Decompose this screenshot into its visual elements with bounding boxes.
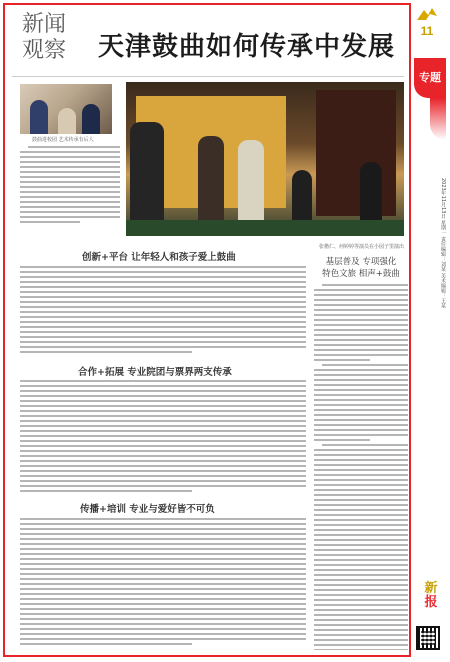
performance-photo-caption: 张楷仁、何婷婷等演员在小园子里演出 bbox=[318, 244, 404, 250]
school-photo bbox=[20, 84, 112, 134]
newspaper-logo bbox=[414, 582, 448, 610]
school-photo-caption: 鼓曲进校园 艺术传承有后人 bbox=[32, 137, 94, 143]
photo-figure bbox=[58, 108, 76, 134]
header-divider bbox=[12, 76, 404, 77]
photo-figure bbox=[30, 100, 48, 134]
qr-code bbox=[416, 626, 440, 650]
section-tab: 专题 bbox=[414, 58, 446, 98]
photo-figure bbox=[82, 104, 100, 134]
photo-figure bbox=[360, 162, 382, 222]
carved-screen bbox=[316, 90, 396, 216]
performance-photo bbox=[126, 82, 404, 236]
sidebar-title-line1: 基层普及 专项强化 bbox=[325, 257, 397, 267]
logo-char-1: 新 bbox=[424, 581, 438, 596]
photo-figure bbox=[238, 140, 264, 222]
photo-figure bbox=[130, 122, 164, 222]
photo-figure bbox=[292, 170, 312, 222]
section-2-text bbox=[20, 380, 306, 494]
section-heading-1: 创新+平台 让年轻人和孩子爱上鼓曲 bbox=[82, 252, 236, 263]
logo-char-2: 报 bbox=[424, 595, 438, 610]
bird-emblem-icon bbox=[416, 6, 438, 22]
stage-floor bbox=[126, 220, 404, 236]
photo-figure bbox=[198, 136, 224, 222]
section-1-text bbox=[20, 266, 306, 358]
page-headline: 天津鼓曲如何传承中发展 bbox=[98, 32, 396, 62]
section-heading-2: 合作+拓展 专业院团与票界两支传承 bbox=[78, 367, 232, 378]
section-3-text bbox=[20, 518, 306, 650]
sidebar-text bbox=[314, 284, 408, 650]
sidebar-title-line2: 特色文旅 相声+鼓曲 bbox=[322, 269, 400, 279]
page-number: 11 bbox=[420, 24, 434, 38]
edition-info: 2023年11月13日 星期一 责任编辑：刘某 美术编辑：王某 bbox=[440, 178, 446, 309]
section-kicker: 新闻观察 bbox=[22, 12, 67, 63]
section-tab-ribbon bbox=[430, 98, 446, 140]
section-heading-3: 传播+培训 专业与爱好皆不可负 bbox=[80, 504, 215, 515]
intro-text bbox=[20, 146, 120, 230]
sidebar-title bbox=[312, 256, 410, 280]
